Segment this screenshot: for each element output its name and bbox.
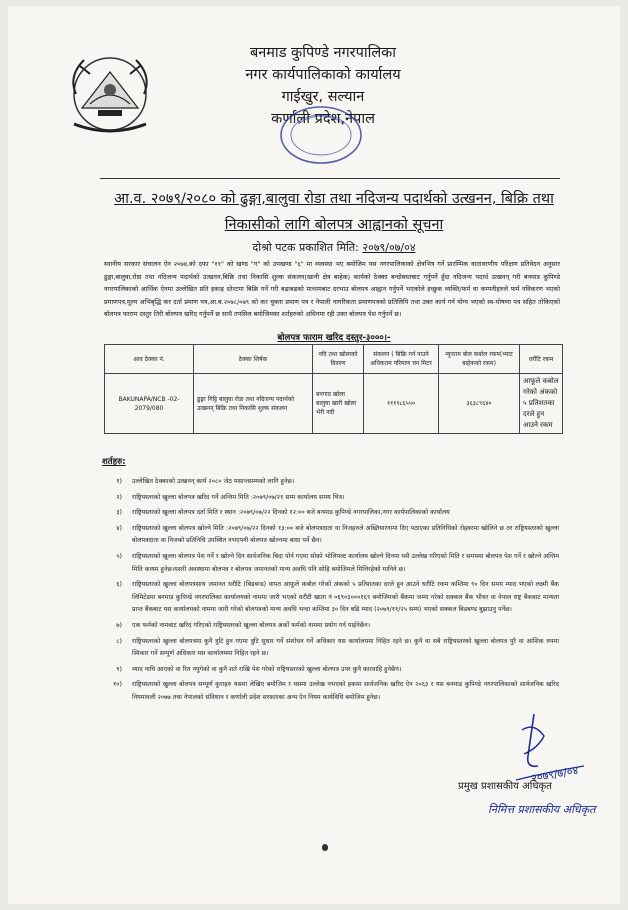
- office-location: गाईखुर, सल्यान: [281, 89, 365, 105]
- term-text: राष्ट्रियस्तरको खुल्ला बोलपत्र खरिद गर्ने अन्तिम मिति :२०७९/०७/२१ सम्म कार्यालय समय भित्र।: [132, 493, 345, 501]
- publication-date-value: २०७९/०७/०४: [362, 241, 416, 254]
- terms-list: [104, 476, 559, 708]
- minimum-bid-cell: ३६३८९६४०: [439, 374, 520, 434]
- deposit-cell: आफूले कबोल गरेको अंकको ५ प्रतिशतका दरले हुन आउने रकम: [520, 374, 563, 434]
- term-number: २): [116, 493, 122, 501]
- table-header-row: [105, 345, 563, 374]
- office-stamp-icon: [278, 104, 364, 166]
- nepal-emblem-icon: [60, 46, 160, 138]
- term-text: राष्ट्रियस्तरको खुल्ला बोलपत्रमा कुनै त्रुटि हुन गएमा त्रुटि सुधार गर्ने संशोधन गर्ने अधिकार यस कार्यालयमा निहित रहने छ। कुनै वा सबै राष्ट्रियस्तरको खुल्ला बोलपत्र पुरै वा आंशिक रुपमा स्विकार गर्ने सम्पूर्ण अधिकार यस कार्यालयमा निहित रहने छ।: [132, 637, 559, 658]
- term-text: राष्ट्रियस्तरको खुल्ला बोलपत्रसाथ जमानत धरौटि (बिडबन्ड) वापत आफूले कबोल गरेको अंकको ५ प्रतिशतका दरले हुन आउने धरौटि रकम कम्तिमा ९० दिन समय म्याद भएको लक्ष्मी बैंक लिमिटेडमा बनमाड कुपिण्डे नगरपालिका कार्यालयको नाममा जारी भएको धरौटी खाता नं ०६९०३०००१६९ बमोजिमको बैंकमा जम्मा गरेको सक्कल बैंक भौचर वा नेपाल राष्ट्र बैंकबाट मान्यता प्राप्त बैंकबाट यस कार्यालयको नाममा जारी गरेको बोलपत्रको मान्य अवधि भन्दा कम्तिमा ३० दिन बढि म्याद (२०७९/११/२५ सम्म) भएको सक्कल बिडबण्ड बुझाउनु पर्नेछ।: [132, 581, 559, 614]
- list-item: [104, 620, 559, 633]
- term-number: ४): [116, 524, 122, 532]
- term-number: १०): [112, 681, 122, 689]
- term-number: ६): [116, 581, 122, 589]
- signer-title: प्रमुख प्रशासकीय अधिकृत: [458, 781, 552, 792]
- term-text: राष्ट्रियस्तरको खुल्ला बोलपत्र सम्पूर्ण कुराहरु यसमा लेखिए बमोजिम र यसमा उल्लेख नभएको हकमा सार्वजनिक खरिद ऐन २०६३ र यस बनमाड कुपिण्डे नगरपालिकाको सार्वजनिक खरिद नियमावली २०७७ तथा नेपालको संविधान र कर्णाली प्रदेश सरकारका अन्य ऐन नियम कार्यविधि बमोजिम हुनेछ।: [132, 681, 559, 701]
- intro-paragraph: स्थानीय सरकार संचालन ऐन २०७४,को दफा "११" को खण्ड "ग" को उपखण्ड "६" मा व्यवस्था भए बमोजिम यस नगरपालिकाको क्षेत्रभित्र गर्ने प्रारम्भिक वातावरणीय परिक्षण प्रतिवेदन अनुसार ढुङ्गा,बालुवा,रोडा तथा नदिजन्य पदार्थको उत्खनन,बिक्रि तथा निकासि शुल्क संकलन(खानी क्षेत्र बाहेक) कार्यको ठेक्का बन्दोबस्तबाट गर्नुपर्ने हुँदा नदिजन्य पदार्थ उत्खनन् गरी बनमाड कुपिण्डे नगरपालिकाको आर्थिक ऐनमा उल्लेखित प्रति इकाइ दरेरटमा बिक्रि गर्ने गरी बढाबढको माध्यमबाट दरभाउ बोलपत्र आह्वान गर्नुपर्ने भएकोले इच्छुक व्यक्ति/फर्म वा कम्पनीहरुले फर्म नविकरण भएको प्रमाणपत्र,मूल्य अभिबृद्धि कर दर्ता प्रमाण पत्र,आ.ब.२०७८/०७९ को कर चुक्ता प्रमाण पत्र र नेपाली नागरिकता प्रमाणपत्रको प्रतिलिपि तथा उक्त कार्य गर्न योग्य भएको स्व-घोषणा पत्र सहित तोकिएको बोलपत्र फाराम दस्तुर तिरी बोलपत्र खरिद गर्नुपर्ने छ साथै तपसिल बमोजिमका शर्तहरुको अधिनमा रही उक्त बोलपत्र पेश गर्नुपर्ने छ।: [104, 260, 560, 318]
- punch-hole: [322, 844, 328, 851]
- list-item: [104, 636, 559, 661]
- publication-date-label: दोश्रो पटक प्रकाशित मिति:: [252, 241, 363, 254]
- list-item: [104, 507, 559, 520]
- term-text: म्याद नाघि आएको वा रित नपुगेको वा कुनै शर्त राखि पेश गरेको राष्ट्रियस्तरको खुल्ला बोलपत्र उपर कुनै कारवाहि हुनेछैन।: [132, 665, 402, 673]
- quantity-cell: १११९८६५५०: [364, 374, 439, 434]
- term-number: ३): [116, 509, 122, 517]
- list-item: [104, 664, 559, 677]
- term-text: एक फर्मको नामबाट खरिद गरिएको राष्ट्रियस्तरको खुल्ला बोलपत्र अर्को फर्मको नाममा प्रयोग गर्न पाईनेछैन।: [132, 621, 370, 629]
- signer-stamp-text: निमित्त प्रशासकीय अधिकृत: [488, 803, 596, 816]
- column-header: धरौटि रकम: [520, 345, 563, 374]
- column-header: आव ठेक्का नं.: [105, 345, 194, 374]
- office-name: नगर कार्यपालिकाको कार्यालय: [245, 67, 401, 83]
- notice-page: [8, 6, 620, 904]
- term-number: ७): [116, 621, 122, 629]
- term-text: राष्ट्रियस्तरको खुल्ला बोलपत्र खोल्ने मिति :२०७९/०७/२२ दिनको १३:०० बजे बोलपत्रदाता वा निजहरुले अख्तियारनामा दिए पठाएका प्रतिनिधिको रोहबरमा खोलिने छ तर राष्ट्रियस्तरको खुल्ला बोलपत्रदाता वा निजको प्रतिनिधि उपस्थित नभएपनी बोलपत्र खोल्नमा बाधा पर्ने छैन।: [132, 524, 559, 545]
- municipality-name: बनमाड कुपिण्डे नगरपालिका: [249, 45, 397, 61]
- list-item: [104, 579, 559, 617]
- header-divider: [100, 178, 560, 179]
- contract-number-cell: BAKUNAPA/NCB -02-2079/080: [105, 374, 194, 434]
- list-item: [104, 476, 559, 489]
- term-text: राष्ट्रियस्तरको खुल्ला बोलपत्र पेश गर्ने र खोल्ने दिन सार्वजनिक बिदा पोर्न गएमा सोको भोलिपल्ट कार्यालय खोल्ने दिनमा यसै उल्लेख गरिएको मिति र समयमा बोलपत्र पेश गर्ने र खोल्ने अन्तिम मिति कायम हुनेछ।यसरी अवस्थामा बोलपत्र र बोलपत्र जमानतको मान्य अवधि पनि सोहि बमोजिमले मिलिरहेको मानिने छ।: [132, 552, 560, 573]
- column-header: न्युनतम बोल कबोल रकम(भ्याट बाहेकको रकम): [439, 345, 520, 374]
- term-number: ९): [116, 665, 122, 673]
- list-item: [104, 492, 559, 505]
- river-details-cell: बनगाड खोला बालुवा खारी खोला भेरी नदी: [313, 374, 364, 434]
- notice-title-line2: निकासीको लागि बोलपत्र आह्वानको सूचना: [224, 217, 444, 233]
- terms-heading: शर्तहरु:: [102, 457, 126, 467]
- contract-title-cell: ढुङ्गा गिट्टि बालुवा रोडा तथा नदिजन्य पदार्थको उत्खनन् बिक्रि तथा निकासि शुल्क संकलन: [194, 374, 313, 434]
- table-row: [105, 374, 563, 434]
- column-header: नदि तथा खोलाको विवरण: [313, 345, 364, 374]
- notice-title: [104, 186, 564, 238]
- signature-date: २०७९/७/०४: [530, 763, 580, 785]
- publication-date: [104, 240, 564, 255]
- term-number: १): [116, 478, 122, 485]
- column-header: ठेक्का शिर्षक: [194, 345, 313, 374]
- term-text: उल्लेखित ठेक्काको उत्खनन् कार्य २०८० जेठ मसान्तसम्मको लागि हुनेछ।: [132, 478, 295, 485]
- term-number: ५): [116, 552, 122, 560]
- bid-table: [104, 344, 563, 434]
- fee-heading: बोलपत्र फाराम खरिद दस्तुर-३०००।-: [277, 333, 391, 343]
- list-item: [104, 551, 559, 576]
- term-number: ८): [116, 637, 122, 645]
- notice-title-line1: आ.व. २०७९/२०८० को ढुङ्गा,बालुवा रोडा तथा नदिजन्य पदार्थको उत्खनन, बिक्रि तथा: [114, 191, 554, 207]
- list-item: [104, 523, 559, 548]
- term-text: राष्ट्रियस्तरको खुल्ला बोलपत्र दर्ता मिति र स्थान :२०७९/०७/२२ दिनको १२:०० बजे बनमाड कुपिण्डे नगरपालिका,नगर कार्यपालिकाको कार्यालय: [132, 509, 450, 517]
- province-name: कर्णाली प्रदेश,नेपाल: [271, 111, 375, 127]
- column-header: संकलन ( बिक्रि गर्न पाउने अधिकतम परिमाण घन मिटर: [364, 345, 439, 374]
